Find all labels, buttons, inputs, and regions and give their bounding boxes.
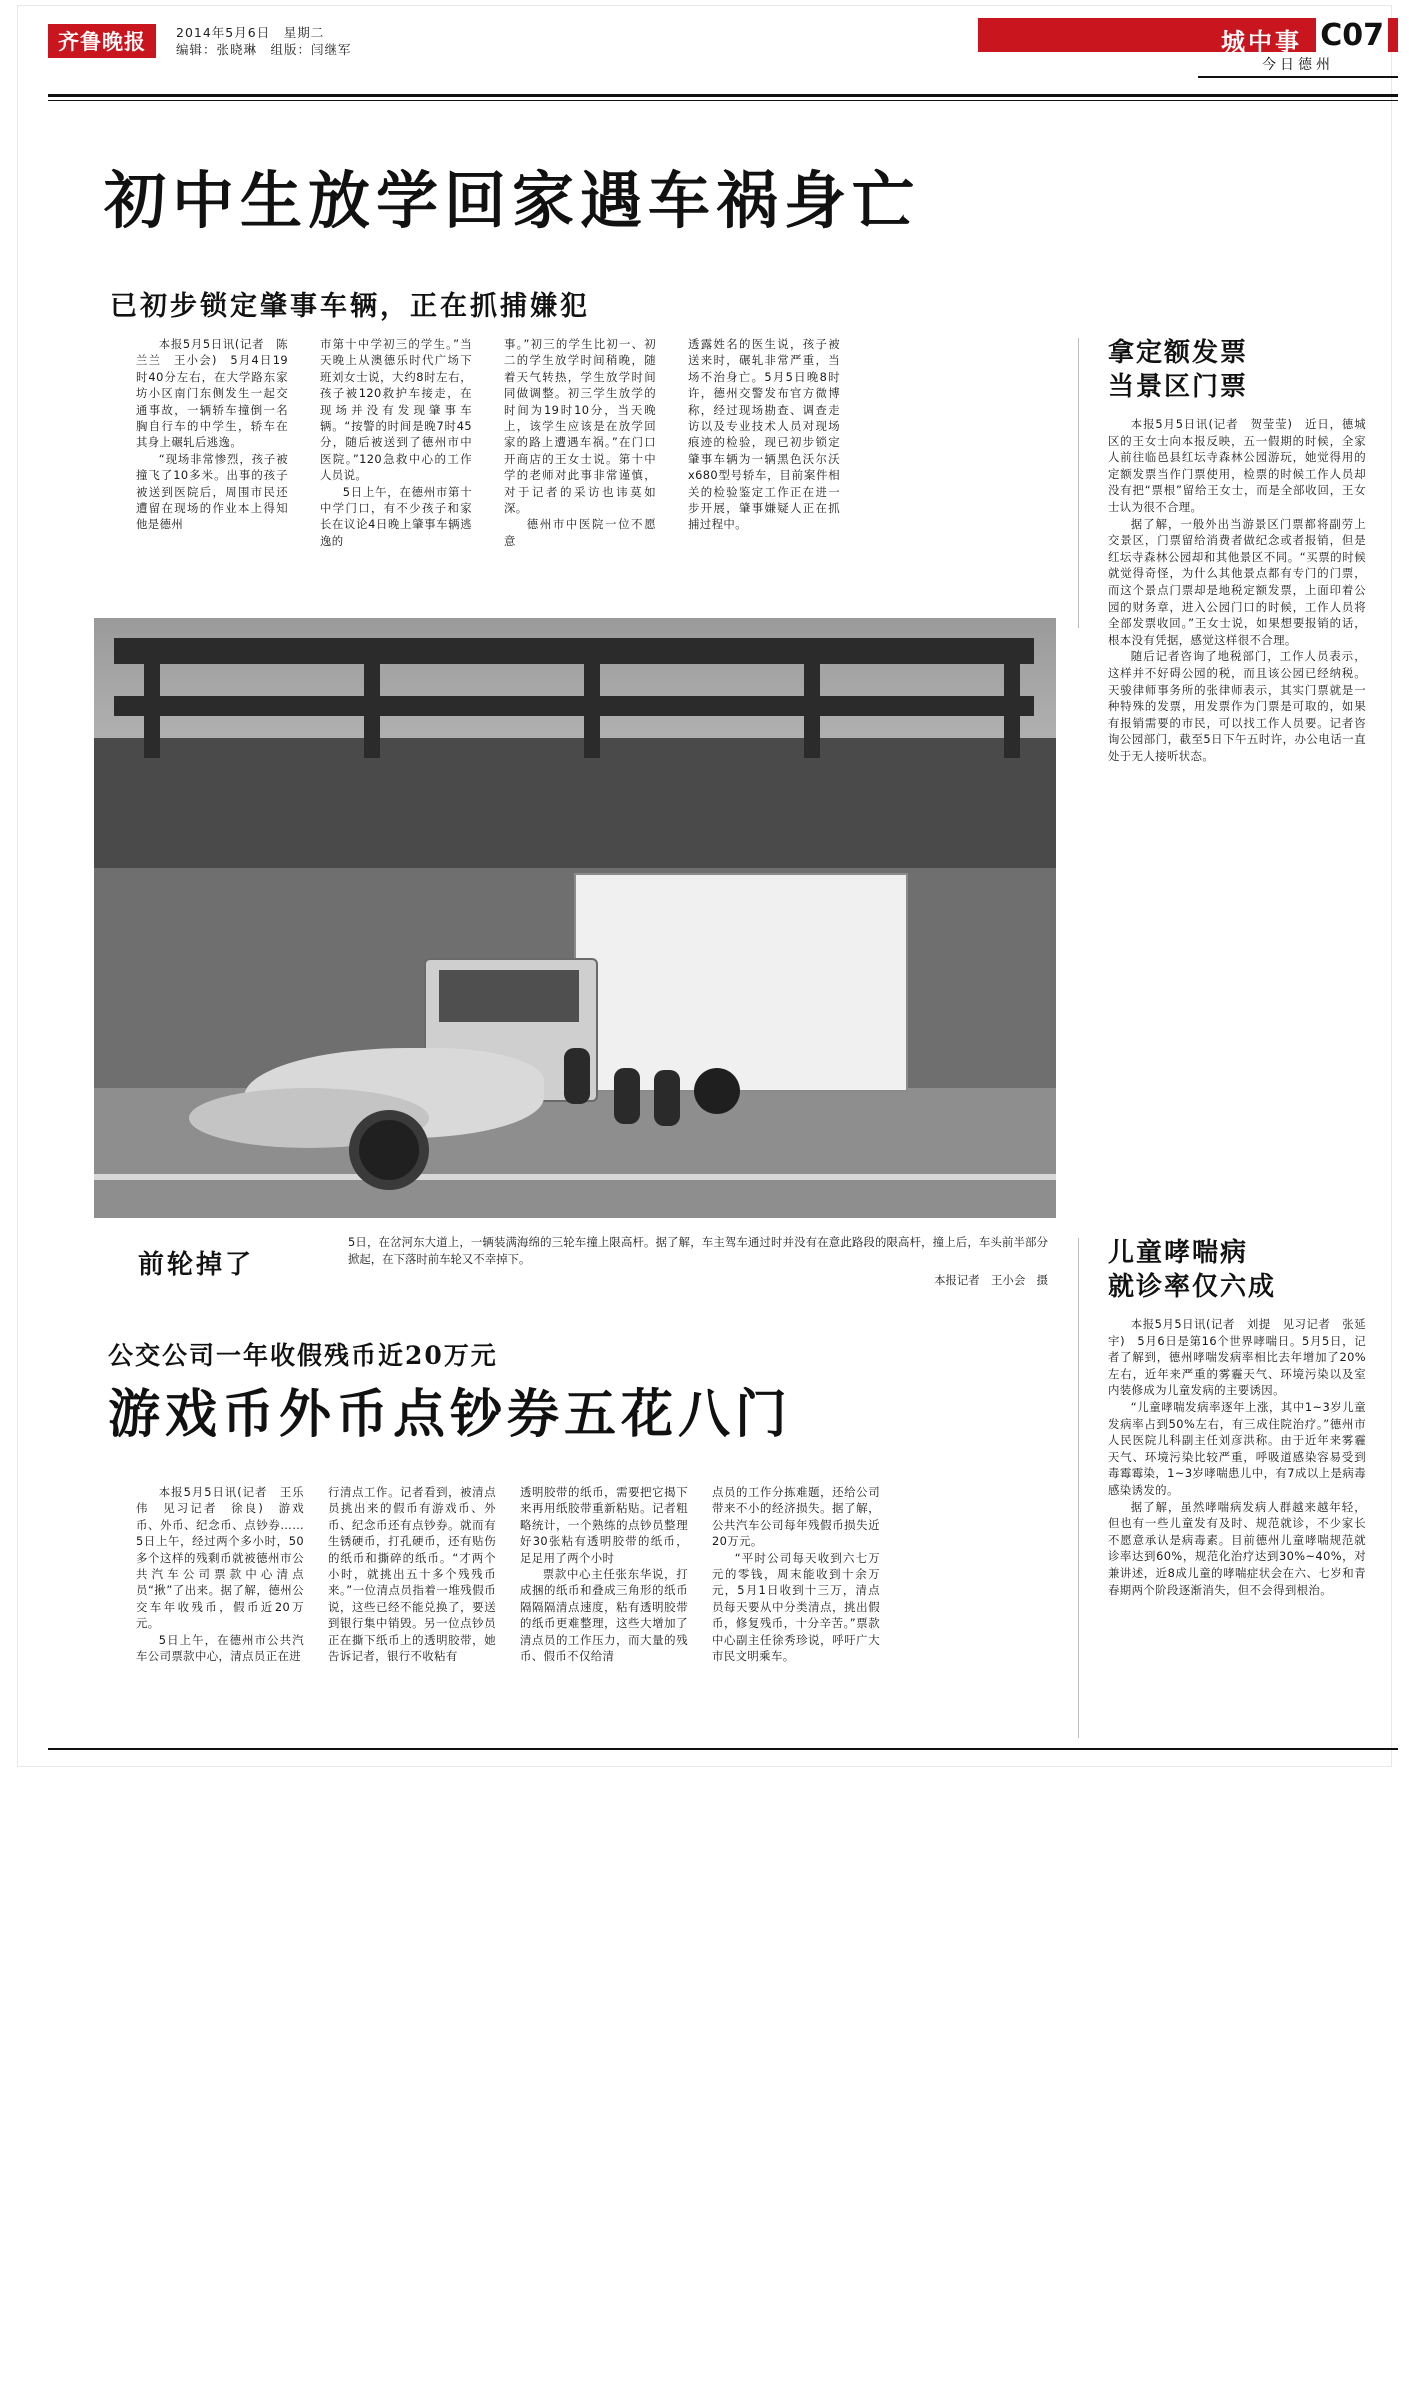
rail-story-2 [1108,1236,1366,1598]
page-number: C07 [1316,18,1388,53]
story2-title: 游戏币外币点钞券五花八门 [108,1384,793,1445]
masthead-meta [176,24,352,58]
gantry-post [804,638,820,758]
page-sheet [18,6,1391,1766]
rail-1-body [1108,416,1366,764]
rail-2-title-line1: 儿童哮喘病 [1108,1238,1249,1268]
photo-person [654,1070,680,1126]
masthead-right [978,18,1398,73]
paragraph: 事。”初三的学生比初一、初二的学生放学时间稍晚，随着天气转热，学生放学时间同做调整。初三学生放学的时间为19时10分，当天晚上，该学生应该是在放学回家的路上遭遇车祸。”在门口开商店的王女士说。第十中学的老师对此事非常谨慎，对于记者的采访也讳莫如深。 [504,337,656,516]
paragraph: 本报5月5日讯(记者 刘提 见习记者 张延宇) 5月6日是第16个世界哮喘日。5月5日，记者了解到，德州哮喘发病率相比去年增加了20%左右，近年来严重的雾霾天气、环境污染以及室内装修成为儿童发病的主要诱因。 [1108,1317,1366,1398]
photo-detached-wheel [349,1110,429,1190]
photo-person [614,1068,640,1124]
news-photo [94,618,1056,1218]
masthead-rule-thin [48,100,1398,101]
page-bottom-rule [48,1748,1398,1750]
main-story-column-4 [688,336,840,533]
column-divider [1078,338,1079,628]
paragraph: 透明胶带的纸币，需要把它揭下来再用纸胶带重新粘贴。记者粗略统计，一个熟练的点钞员整理好30张粘有透明胶带的纸币，足足用了两个小时 [520,1485,688,1565]
story2-column-4 [712,1484,880,1664]
rail-2-title [1108,1236,1366,1304]
gantry-top-bar [114,638,1034,664]
paragraph: 市第十中学初三的学生。”当天晚上从澳德乐时代广场下班刘女士说，大约8时左右，孩子被120救护车接走，在现场并没有发现肇事车辆。“按警的时间是晚7时45分，随后被送到了德州市中医院。”120急救中心的工作人员说。 [320,337,472,483]
story2-kicker: 公交公司一年收假残币近20万元 [108,1341,498,1370]
rail-2-body [1108,1316,1366,1598]
story2-column-1 [136,1484,304,1664]
paragraph: 5日上午，在德州市公共汽车公司票款中心，清点员正在进 [136,1632,304,1664]
photo-trees [94,738,1056,888]
gantry-lower-bar [114,696,1034,716]
main-subhead: 已初步锁定肇事车辆，正在抓捕嫌犯 [110,291,590,322]
photo-credit: 本报记者 王小会 摄 [934,1273,1048,1287]
section-name: 城中事 [1221,27,1302,56]
gantry-post [1004,638,1020,758]
gantry-post [144,638,160,758]
paragraph: “平时公司每天收到六七万元的零钱，周末能收到十余万元，5月1日收到十三万，清点员每天要从中分类清点，挑出假币，修复残币，十分辛苦。”票款中心副主任徐秀珍说，呼吁广大市民文明乘车。 [712,1550,880,1664]
rail-1-title [1108,336,1366,404]
photo-caption-title: 前轮掉了 [138,1250,255,1280]
photo-height-limit-gantry [114,638,1034,758]
main-headline: 初中生放学回家遇车祸身亡 [104,164,921,237]
sub-section-name: 今日德州 [1198,54,1398,78]
paragraph: 本报5月5日讯(记者 陈兰兰 王小会) 5月4日19时40分左右，在大学路东家坊小区南门东侧发生一起交通事故，一辆轿车撞倒一名胸自行车的中学生，轿车在其身上碾轧后逃逸。 [136,337,288,450]
paragraph: 透露姓名的医生说，孩子被送来时，碾轧非常严重，当场不治身亡。5月5日晚8时许，德州交警发布官方微博称，经过现场勘查、调查走访以及专业技术人员对现场痕迹的检验，现已初步锁定肇事车辆为一辆黑色沃尔沃x680型号轿车，目前案件相关的检验鉴定工作正在进一步开展，肇事嫌疑人正在抓捕过程中。 [688,337,840,532]
rail-1-title-line1: 拿定额发票 [1108,338,1249,368]
paragraph: 票款中心主任张东华说，打成捆的纸币和叠成三角形的纸币隔隔隔清点速度，粘有透明胶带的纸币更难整理，这些大增加了清点员的工作压力，而大量的残币、假币不仅给清 [520,1567,688,1664]
photo-truck-window [439,970,579,1022]
story2-column-2 [328,1484,496,1664]
newspaper-logo: 齐鲁晚报 [48,24,156,58]
paragraph: 据了解，虽然哮喘病发病人群越来越年轻，但也有一些儿童发有及时、规范就诊，不少家长不愿意承认是病毒素。目前德州儿童哮喘规范就诊率达到60%，规范化治疗达到30%~40%，对兼讲述，近8成儿童的哮喘症状会在六、七岁和青春期两个阶段逐渐消失，但不会得到根治。 [1108,1499,1366,1597]
story2-column-3 [520,1484,688,1664]
masthead-rule-thick [48,94,1398,97]
photo-caption: 5日，在岔河东大道上，一辆装满海绵的三轮车撞上限高杆。据了解，车主驾车通过时并没有在意此路段的限高杆，撞上后，车头前半部分掀起，在下落时前车轮又不幸掉下。 [348,1235,1048,1266]
main-story-column-2 [320,336,472,549]
photo-road-marking [94,1174,1056,1180]
paragraph: 本报5月5日讯(记者 贺莹莹) 近日，德城区的王女士向本报反映，五一假期的时候，全家人前往临邑县红坛寺森林公园游玩，她觉得用的定额发票当作门票使用，检票的时候工作人员却没有把“票根”留给王女士，而是全部收回，王女士认为很不合理。 [1108,417,1366,514]
masthead [48,16,1398,78]
main-story-column-1 [136,336,288,533]
gantry-post [364,638,380,758]
paragraph: 点员的工作分拣难题，还给公司带来不小的经济损失。据了解，公共汽车公司每年残假币损失近20万元。 [712,1485,880,1549]
paragraph: 随后记者咨询了地税部门，工作人员表示，这样并不好碍公园的税，而且该公园已经纳税。天骏律师事务所的张律师表示，其实门票就是一种特殊的发票，用发票作为门票是可取的，如果有报销需要的市民，可以找工作人员要。记者咨询公园部门，截至5日下午五时许，办公电话一直处于无人接听状态。 [1108,649,1366,763]
rail-2-title-line2: 就诊率仅六成 [1108,1272,1277,1302]
rail-1-title-line2: 当景区门票 [1108,372,1249,402]
photo-wheel [694,1068,740,1114]
photo-person [564,1048,590,1104]
publication-date: 2014年5月6日 星期二 [176,25,325,40]
editor-line: 编辑：张晓琳 组版：闫继军 [176,42,352,57]
paragraph: 德州市中医院一位不愿意 [504,517,656,548]
photo-cargo-foam [574,873,908,1092]
gantry-post [584,638,600,758]
paragraph: 本报5月5日讯(记者 王乐伟 见习记者 徐良) 游戏币、外币、纪念币、点钞券……5日上午，经过两个多小时，50多个这样的残剩币就被德州市公共汽车公司票款中心清点员“揪”了出来。据了解，德州公交车年收残币，假币近20万元。 [136,1485,304,1631]
paragraph: 5日上午，在德州市第十中学门口，有不少孩子和家长在议论4日晚上肇事车辆逃逸的 [320,484,472,548]
paragraph: “儿童哮喘发病率逐年上涨，其中1~3岁儿童发病率占到50%左右，有三成住院治疗。”德州市人民医院儿科副主任刘彦洪称。由于近年来雾霾天气、环境污染比较严重，呼吸道感染容易受到毒霉霉染，1~3岁哮喘患儿中，有7成以上是病毒感染诱发的。 [1108,1399,1366,1497]
paragraph: 行清点工作。记者看到，被清点员挑出来的假币有游戏币、外币、纪念币还有点钞券。就而有生锈硬币，打孔硬币，还有贴伤的纸币和撕碎的纸币。“才两个小时，就挑出五十多个残残币来。”一位清点员指着一堆残假币说，这些已经不能兑换了，要送到银行集中销毁。另一位点钞员正在撕下纸币上的透明胶带，她告诉记者，银行不收粘有 [328,1485,496,1664]
column-divider [1078,1238,1079,1738]
paragraph: 据了解，一般外出当游景区门票都将副劳上交景区，门票留给消费者做纪念或者报销，但是红坛寺森林公园却和其他景区不同。“买票的时候就觉得奇怪，为什么其他景点都有专门的门票，而这个景点门票却是地税定额发票，上面印着公园的财务章，进入公园门口的时候，工作人员将全部发票收回。”王女士说，如果想要报销的话，根本没有凭据，感觉这样很不合理。 [1108,516,1366,647]
rail-story-1 [1108,336,1366,764]
paragraph: “现场非常惨烈，孩子被撞飞了10多米。出事的孩子被送到医院后，周围市民还遭留在现场的作业本上得知他是德州 [136,451,288,532]
main-story-column-3 [504,336,656,549]
